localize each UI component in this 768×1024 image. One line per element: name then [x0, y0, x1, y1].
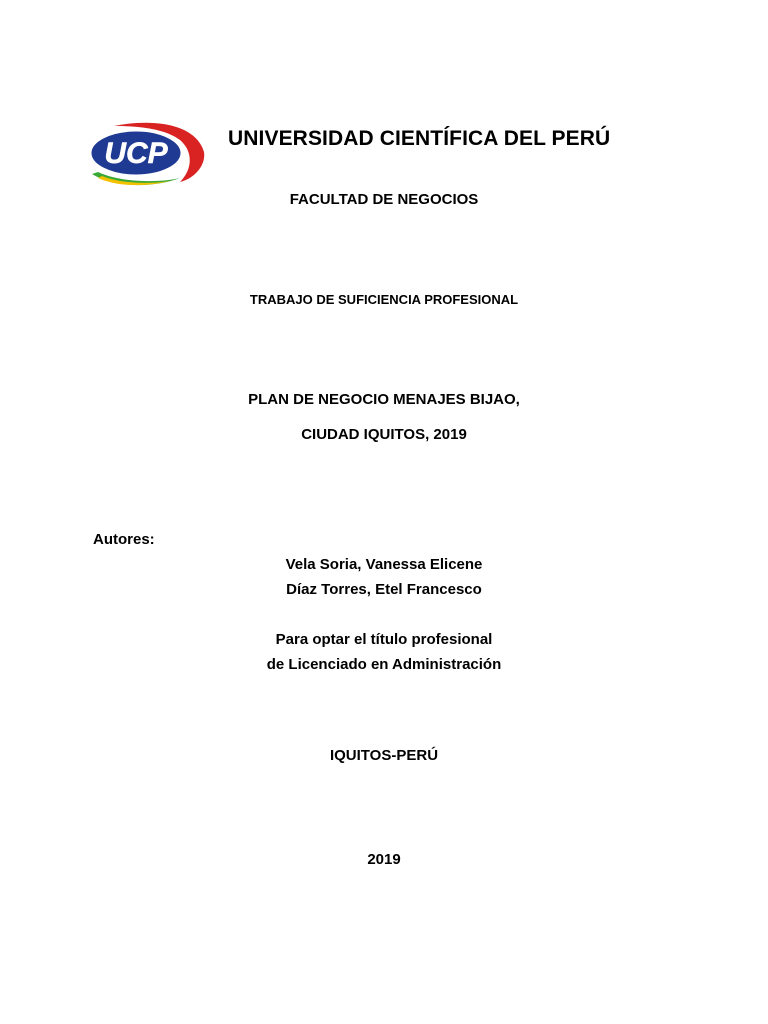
degree-line-1: Para optar el título profesional	[275, 631, 493, 648]
year: 2019	[367, 851, 401, 868]
place: IQUITOS-PERÚ	[329, 747, 439, 764]
document-title-line-2: CIUDAD IQUITOS, 2019	[301, 426, 467, 443]
document-title-line-1: PLAN DE NEGOCIO MENAJES BIJAO,	[248, 391, 520, 408]
ucp-logo	[84, 118, 206, 190]
logo-text: UCP	[104, 137, 168, 170]
degree-line-2: de Licenciado en Administración	[266, 656, 502, 673]
author-name: Vela Soria, Vanessa Elicene	[285, 556, 483, 573]
author-name: Díaz Torres, Etel Francesco	[286, 581, 482, 598]
work-type: TRABAJO DE SUFICIENCIA PROFESIONAL	[249, 292, 519, 307]
authors-label: Autores:	[93, 531, 155, 548]
university-name: UNIVERSIDAD CIENTÍFICA DEL PERÚ	[228, 127, 611, 150]
faculty-name: FACULTAD DE NEGOCIOS	[289, 191, 479, 208]
